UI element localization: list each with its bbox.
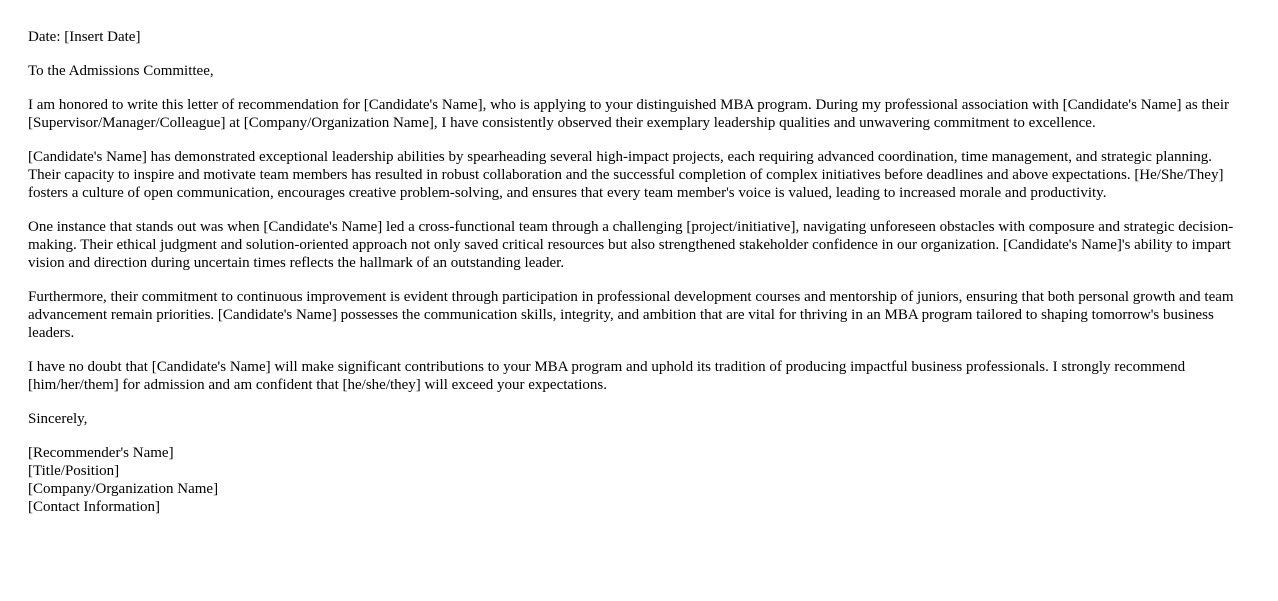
letter-paragraph-leadership: [Candidate's Name] has demonstrated exceptional leadership abilities by spearheading several high-impact projects, each requiring advanced coordination, time management, and strategic planning. Their capacity to inspire and motivate team members has resulted in robust collaboration and the successful completion of complex initiatives before deadlines and above expectations. [He/She/They] fosters a culture of open communication, encourages creative problem-solving, and ensures that every team member's voice is valued, leading to increased morale and productivity. bbox=[28, 149, 1224, 201]
signature-name: [Recommender's Name] bbox=[28, 445, 174, 461]
letter-paragraph-conclusion: I have no doubt that [Candidate's Name] will make significant contributions to your MBA program and uphold its tradition of producing impactful business professionals. I strongly recommend [him/her/them] for admission and am confident that [he/she/they] will exceed your expectations. bbox=[28, 359, 1186, 393]
signature-contact: [Contact Information] bbox=[28, 499, 161, 515]
letter-date: Date: [Insert Date] bbox=[28, 29, 141, 45]
signature-title: [Title/Position] bbox=[28, 463, 120, 479]
letter-closing: Sincerely, bbox=[28, 411, 88, 427]
signature-block bbox=[28, 444, 1242, 516]
letter-paragraph-intro: I am honored to write this letter of recommendation for [Candidate's Name], who is applying to your distinguished MBA program. During my professional association with [Candidate's Name] as their [Supervisor/Manager/Colleague] at [Company/Organization Name], I have consistently observed their exemplary leadership qualities and unwavering commitment to excellence. bbox=[28, 97, 1229, 131]
letter-paragraph-instance: One instance that stands out was when [Candidate's Name] led a cross-functional team through a challenging [project/initiative], navigating unforeseen obstacles with composure and strategic decision-making. Their ethical judgment and solution-oriented approach not only saved critical resources but also strengthened stakeholder confidence in our organization. [Candidate's Name]'s ability to impart vision and direction during uncertain times reflects the hallmark of an outstanding leader. bbox=[28, 219, 1234, 271]
signature-organization: [Company/Organization Name] bbox=[28, 481, 219, 497]
letter-salutation: To the Admissions Committee, bbox=[28, 63, 214, 79]
letter-paragraph-improvement: Furthermore, their commitment to continuous improvement is evident through participation in professional development courses and mentorship of juniors, ensuring that both personal growth and team advancement remain priorities. [Candidate's Name] possesses the communication skills, integrity, and ambition that are vital for thriving in an MBA program tailored to shaping tomorrow's business leaders. bbox=[28, 289, 1234, 341]
recommendation-letter bbox=[28, 28, 1242, 516]
